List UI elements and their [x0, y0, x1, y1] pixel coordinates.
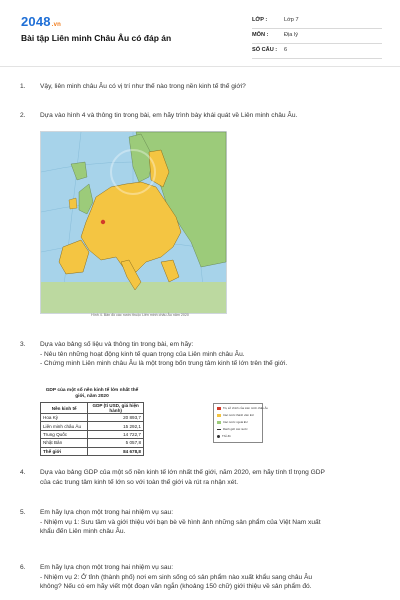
meta-value: 6 [284, 47, 288, 53]
question-text: Dựa vào bảng GDP của một số nền kinh tế lớn nhất thế giới, năm 2020, em hãy tính tỉ trọng GDP [40, 469, 325, 476]
legend-item: Trụ sở chính của Liên minh châu Âu [223, 406, 268, 410]
question-number: 4. [20, 469, 26, 476]
table-cell: Thế giới [41, 447, 88, 455]
table-title: GDP của một số nền kinh tế lớn nhất thế giới, năm 2020 [45, 388, 139, 399]
figure-caption: Hình 4. Bản đồ các nước thuộc Liên minh châu Âu năm 2020 [91, 313, 189, 317]
question-text: Dựa vào hình 4 và thông tin trong bài, em hãy trình bày khái quát về Liên minh châu Âu. [40, 112, 298, 119]
question-text: - Nhiệm vụ 2: Ở tỉnh (thành phố) nơi em sinh sống có sản phẩm nào xuất khẩu sang châu Âu [40, 573, 313, 581]
question-text: - Nêu tên những hoạt động kinh tế quan trọng của Liên minh châu Âu. [40, 350, 245, 358]
table-cell: 84 678,8 [88, 447, 144, 455]
table-cell: 5 057,8 [88, 439, 144, 447]
meta-value: Địa lý [284, 32, 298, 38]
question-text: không? Nếu có em hãy viết một đoạn văn ngắn (khoảng 150 chữ) giới thiệu về sản phẩm đó. [40, 583, 312, 590]
table-cell: Trung Quốc [41, 430, 88, 438]
meta-key: MÔN : [252, 32, 269, 38]
site-logo[interactable] [21, 14, 61, 29]
map-legend [213, 403, 268, 443]
question-text: Em hãy lựa chọn một trong hai nhiệm vụ sau: [40, 509, 174, 516]
meta-key: LỚP : [252, 17, 268, 23]
question-number: 3. [20, 341, 26, 348]
page-title: Bài tập Liên minh Châu Âu có đáp án [21, 33, 172, 43]
meta-subject [252, 29, 382, 44]
question-number: 6. [20, 564, 26, 571]
question-number: 1. [20, 83, 26, 90]
logo-suffix: .vn [51, 22, 62, 28]
table-header: GDP (tỉ USD, giá hiện hành) [88, 403, 144, 414]
table-cell: Nhật Bản [41, 439, 88, 447]
legend-item: Các nước ngoài EU [223, 420, 248, 424]
legend-item: Các nước thành viên EU [223, 413, 254, 417]
question-text: - Chứng minh Liên minh châu Âu là một trong bốn trung tâm kinh tế lớn trên thế giới. [40, 360, 288, 367]
hq-marker [101, 220, 105, 224]
table-cell: 15 292,1 [88, 422, 144, 430]
question-text: Vậy, liên minh châu Âu có vị trí như thế nào trong nền kinh tế thế giới? [40, 83, 246, 90]
table-cell: Hoa Kỳ [41, 414, 88, 422]
question-text: - Nhiệm vụ 1: Sưu tầm và giới thiệu với bạn bè về hình ảnh những sản phẩm của Việt Nam xuất [40, 518, 321, 526]
table-header: Nền kinh tế [41, 403, 88, 414]
table-header-row [41, 403, 144, 414]
question-number: 2. [20, 112, 26, 119]
legend-item: Ranh giới các nước [223, 427, 248, 431]
table-cell: 20 893,7 [88, 414, 144, 422]
table-row [41, 414, 144, 422]
gdp-table [40, 402, 144, 456]
meta-class [252, 14, 382, 29]
meta-key: SỐ CÂU : [252, 47, 278, 53]
table-cell: Liên minh châu Âu [41, 422, 88, 430]
legend-item: Thủ đô [222, 434, 231, 438]
table-cell: 14 722,7 [88, 430, 144, 438]
table-total-row [41, 447, 144, 455]
question-text: Dựa vào bảng số liệu và thông tin trong bài, em hãy: [40, 341, 194, 348]
page-header [0, 0, 400, 62]
question-text: của các trung tâm kinh tế lớn so với toàn thế giới và rút ra nhận xét. [40, 478, 239, 486]
table-row [41, 422, 144, 430]
logo-text: 2048 [21, 14, 51, 29]
eu-map-graphic [41, 132, 226, 313]
table-row [41, 439, 144, 447]
meta-question-count [252, 44, 382, 59]
question-number: 5. [20, 509, 26, 516]
meta-value: Lớp 7 [284, 17, 299, 23]
header-divider [0, 66, 400, 67]
question-text: khẩu đến Liên minh châu Âu. [40, 528, 126, 535]
question-text: Em hãy lựa chọn một trong hai nhiệm vụ sau: [40, 564, 174, 571]
table-row [41, 430, 144, 438]
